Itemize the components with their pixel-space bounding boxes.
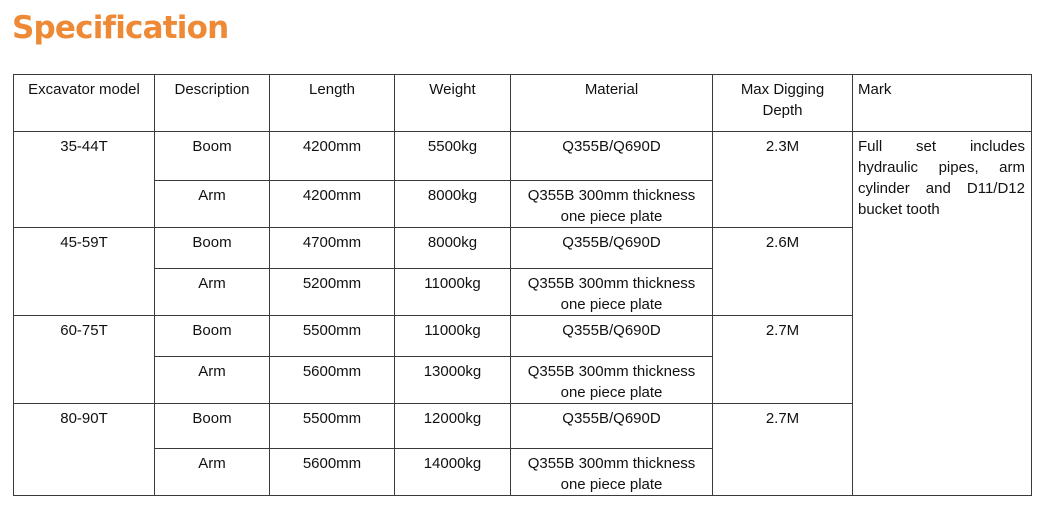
length-cell: 4200mm	[270, 181, 395, 228]
depth-cell: 2.3M	[713, 132, 853, 228]
length-cell: 4700mm	[270, 228, 395, 269]
material-cell: Q355B 300mm thickness one piece plate	[511, 269, 713, 316]
description-cell: Arm	[155, 269, 270, 316]
material-cell: Q355B 300mm thickness one piece plate	[511, 449, 713, 496]
header-material: Material	[511, 75, 713, 132]
model-cell: 60-75T	[14, 316, 155, 404]
description-cell: Arm	[155, 181, 270, 228]
model-cell: 80-90T	[14, 404, 155, 496]
weight-cell: 12000kg	[395, 404, 511, 449]
description-cell: Boom	[155, 132, 270, 181]
weight-cell: 13000kg	[395, 357, 511, 404]
material-cell: Q355B/Q690D	[511, 316, 713, 357]
header-mark: Mark	[853, 75, 1032, 132]
length-cell: 5500mm	[270, 404, 395, 449]
description-cell: Arm	[155, 357, 270, 404]
length-cell: 5600mm	[270, 449, 395, 496]
material-cell: Q355B 300mm thickness one piece plate	[511, 357, 713, 404]
material-cell: Q355B/Q690D	[511, 404, 713, 449]
weight-cell: 11000kg	[395, 269, 511, 316]
depth-cell: 2.6M	[713, 228, 853, 316]
header-row	[14, 75, 1032, 132]
description-cell: Arm	[155, 449, 270, 496]
header-weight: Weight	[395, 75, 511, 132]
header-description: Description	[155, 75, 270, 132]
description-cell: Boom	[155, 316, 270, 357]
depth-cell: 2.7M	[713, 316, 853, 404]
mark-cell: Full set includes hydraulic pipes, arm cylinder and D11/D12 bucket tooth	[853, 132, 1032, 496]
page-title: Specification	[12, 10, 229, 46]
weight-cell: 14000kg	[395, 449, 511, 496]
length-cell: 5500mm	[270, 316, 395, 357]
weight-cell: 8000kg	[395, 228, 511, 269]
header-model: Excavator model	[14, 75, 155, 132]
weight-cell: 8000kg	[395, 181, 511, 228]
description-cell: Boom	[155, 404, 270, 449]
description-cell: Boom	[155, 228, 270, 269]
length-cell: 5600mm	[270, 357, 395, 404]
table-row	[14, 132, 1032, 181]
weight-cell: 5500kg	[395, 132, 511, 181]
model-cell: 45-59T	[14, 228, 155, 316]
header-length: Length	[270, 75, 395, 132]
model-cell: 35-44T	[14, 132, 155, 228]
material-cell: Q355B/Q690D	[511, 132, 713, 181]
weight-cell: 11000kg	[395, 316, 511, 357]
length-cell: 5200mm	[270, 269, 395, 316]
specification-table	[13, 74, 1032, 496]
length-cell: 4200mm	[270, 132, 395, 181]
material-cell: Q355B/Q690D	[511, 228, 713, 269]
depth-cell: 2.7M	[713, 404, 853, 496]
header-max-digging-depth: Max Digging Depth	[713, 75, 853, 132]
material-cell: Q355B 300mm thickness one piece plate	[511, 181, 713, 228]
